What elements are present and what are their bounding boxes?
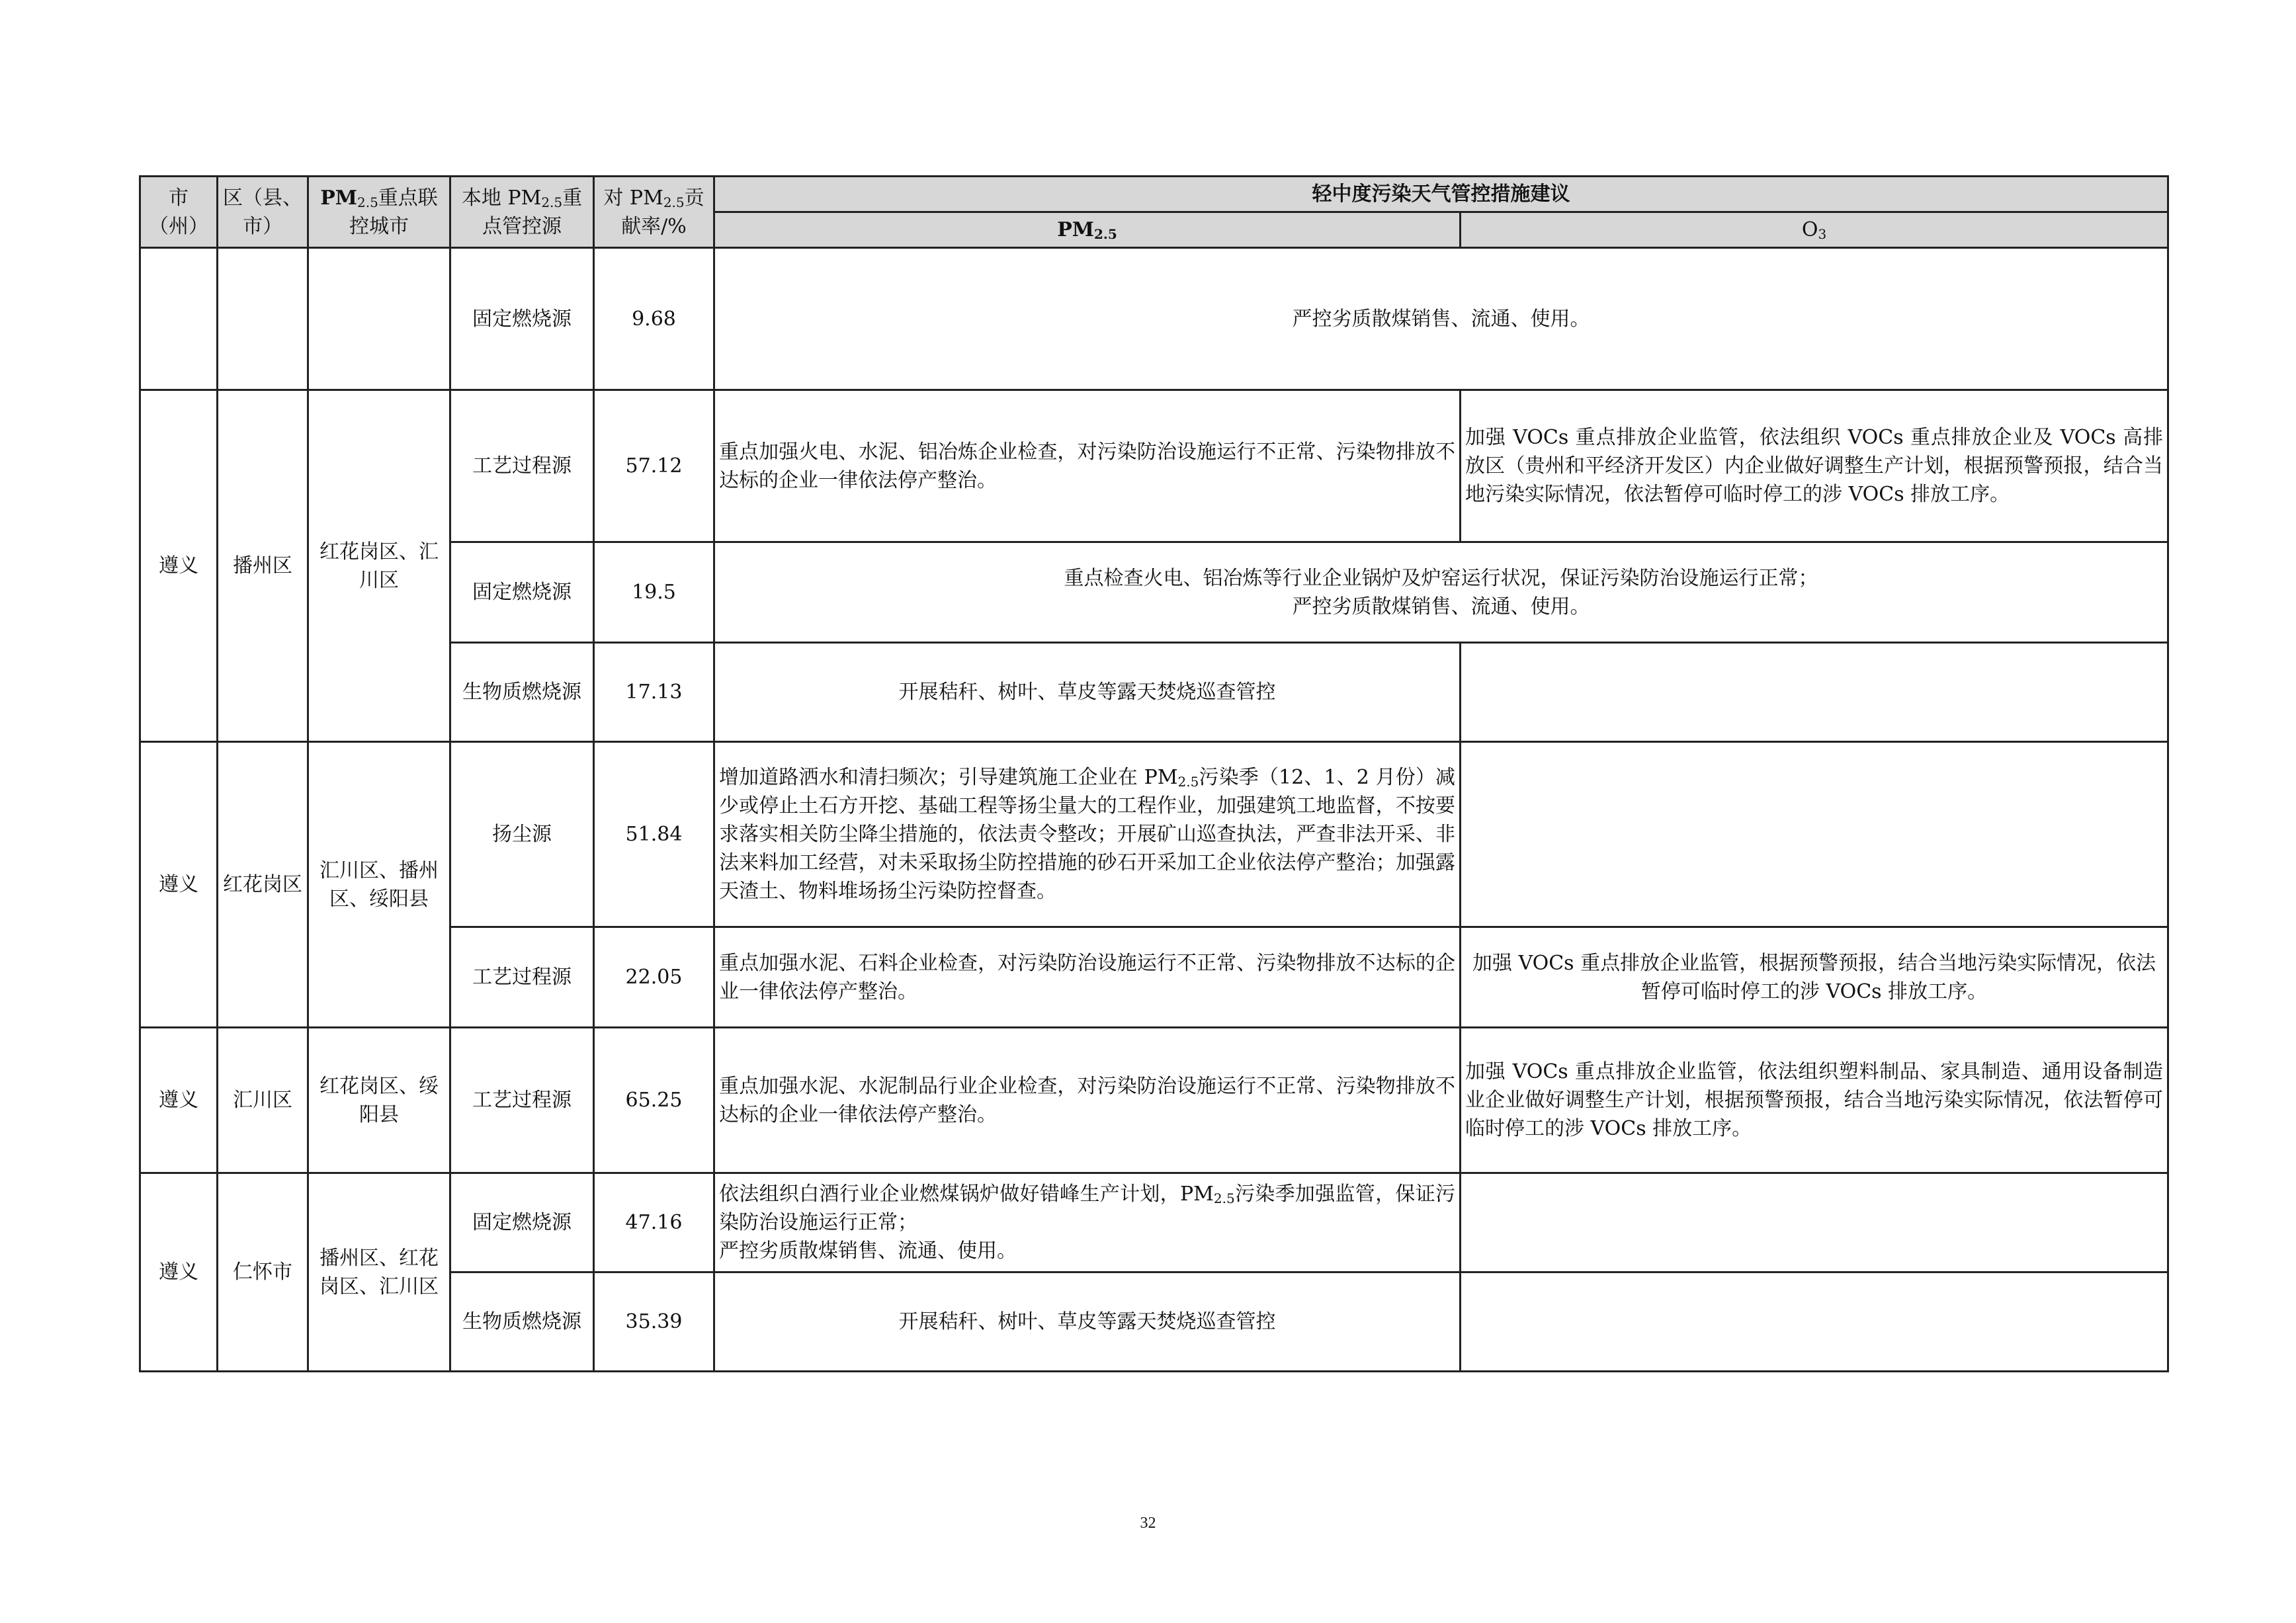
linked-city-cell: 播州区、红花岗区、汇川区 — [308, 1173, 450, 1372]
header-local-source: 本地 $PM_{2.5}$重点管控源 — [450, 177, 594, 248]
city-cell: 遵义 — [140, 742, 218, 1028]
source-cell: 生物质燃烧源 — [450, 643, 594, 742]
district-cell: 仁怀市 — [218, 1173, 308, 1372]
o3-measure-cell: 加强 VOCs 重点排放企业监管，依法组织塑料制品、家具制造、通用设备制造业企业做好调整生产计划，根据预警预报，结合当地污染实际情况，依法暂停可临时停工的涉 VOCs 排放工序。 — [1461, 1028, 2168, 1173]
table-row — [140, 248, 2168, 390]
header-linked-city: $PM_{2.5}$重点联控城市 — [308, 177, 450, 248]
linked-city-cell: 汇川区、播州区、绥阳县 — [308, 742, 450, 1028]
pm25-measure-cell: 开展秸秆、树叶、草皮等露天焚烧巡查管控 — [714, 643, 1461, 742]
o3-measure-cell — [1461, 1272, 2168, 1372]
o3-measure-cell: 加强 VOCs 重点排放企业监管，依法组织 VOCs 重点排放企业及 VOCs 高排放区（贵州和平经济开发区）内企业做好调整生产计划，根据预警预报，结合当地污染实际情况，依法暂停可临时停工的涉 VOCs 排放工序。 — [1461, 390, 2168, 542]
city-cell: 遵义 — [140, 390, 218, 742]
city-cell — [140, 248, 218, 390]
linked-city-cell: 红花岗区、汇川区 — [308, 390, 450, 742]
city-cell: 遵义 — [140, 1173, 218, 1372]
pm25-measure-cell: 重点加强火电、水泥、铝冶炼企业检查，对污染防治设施运行不正常、污染物排放不达标的企业一律依法停产整治。 — [714, 390, 1461, 542]
pm25-measure-cell: 重点加强水泥、水泥制品行业企业检查，对污染防治设施运行不正常、污染物排放不达标的企业一律依法停产整治。 — [714, 1028, 1461, 1173]
rate-cell: 22.05 — [594, 927, 714, 1028]
city-cell: 遵义 — [140, 1028, 218, 1173]
rate-cell: 17.13 — [594, 643, 714, 742]
rate-cell: 19.5 — [594, 542, 714, 643]
page-number: 32 — [1140, 1515, 1156, 1532]
district-cell: 汇川区 — [218, 1028, 308, 1173]
district-cell — [218, 248, 308, 390]
rate-cell: 47.16 — [594, 1173, 714, 1272]
measures-table — [139, 175, 2169, 1372]
source-cell: 工艺过程源 — [450, 927, 594, 1028]
table-row — [140, 742, 2168, 927]
o3-measure-cell — [1461, 1173, 2168, 1272]
o3-measure-cell — [1461, 742, 2168, 927]
source-cell: 固定燃烧源 — [450, 1173, 594, 1272]
header-measures: 轻中度污染天气管控措施建议 — [714, 177, 2168, 212]
source-cell: 固定燃烧源 — [450, 542, 594, 643]
table-row — [140, 1173, 2168, 1272]
header-district: 区（县、市） — [218, 177, 308, 248]
pm25-measure-cell: 严控劣质散煤销售、流通、使用。 — [714, 248, 2168, 390]
source-cell: 生物质燃烧源 — [450, 1272, 594, 1372]
source-cell: 工艺过程源 — [450, 390, 594, 542]
source-cell: 扬尘源 — [450, 742, 594, 927]
rate-cell: 65.25 — [594, 1028, 714, 1173]
source-cell: 工艺过程源 — [450, 1028, 594, 1173]
header-city: 市（州） — [140, 177, 218, 248]
table-row — [140, 1028, 2168, 1173]
linked-city-cell — [308, 248, 450, 390]
o3-measure-cell — [1461, 643, 2168, 742]
district-cell: 红花岗区 — [218, 742, 308, 1028]
source-cell: 固定燃烧源 — [450, 248, 594, 390]
header-contribution: 对 $PM_{2.5}$贡献率/% — [594, 177, 714, 248]
rate-cell: 51.84 — [594, 742, 714, 927]
pm25-measure-cell: 重点检查火电、铝冶炼等行业企业锅炉及炉窑运行状况，保证污染防治设施运行正常； 严控劣质散煤销售、流通、使用。 — [714, 542, 2168, 643]
rate-cell: 57.12 — [594, 390, 714, 542]
header-o3: $O_3$ — [1461, 212, 2168, 248]
pm25-measure-cell: 重点加强水泥、石料企业检查，对污染防治设施运行不正常、污染物排放不达标的企业一律依法停产整治。 — [714, 927, 1461, 1028]
linked-city-cell: 红花岗区、绥阳县 — [308, 1028, 450, 1173]
pm25-measure-cell: 依法组织白酒行业企业燃煤锅炉做好错峰生产计划，$PM_{2.5}$污染季加强监管，保证污染防治设施运行正常； 严控劣质散煤销售、流通、使用。 — [714, 1173, 1461, 1272]
rate-cell: 35.39 — [594, 1272, 714, 1372]
header-pm25: $PM_{2.5}$ — [714, 212, 1461, 248]
o3-measure-cell: 加强 VOCs 重点排放企业监管，根据预警预报，结合当地污染实际情况，依法暂停可临时停工的涉 VOCs 排放工序。 — [1461, 927, 2168, 1028]
table-row — [140, 390, 2168, 542]
pm25-measure-cell: 开展秸秆、树叶、草皮等露天焚烧巡查管控 — [714, 1272, 1461, 1372]
pm25-measure-cell: 增加道路洒水和清扫频次；引导建筑施工企业在 $PM_{2.5}$污染季（12、1、2 月份）减少或停止土石方开挖、基础工程等扬尘量大的工程作业，加强建筑工地监督，不按要求落实相关防尘降尘措施的，依法责令整改；开展矿山巡查执法，严查非法开采、非法来料加工经营，对未采取扬尘防控措施的砂石开采加工企业依法停产整治；加强露天渣土、物料堆场扬尘污染防控督查。 — [714, 742, 1461, 927]
rate-cell: 9.68 — [594, 248, 714, 390]
district-cell: 播州区 — [218, 390, 308, 742]
